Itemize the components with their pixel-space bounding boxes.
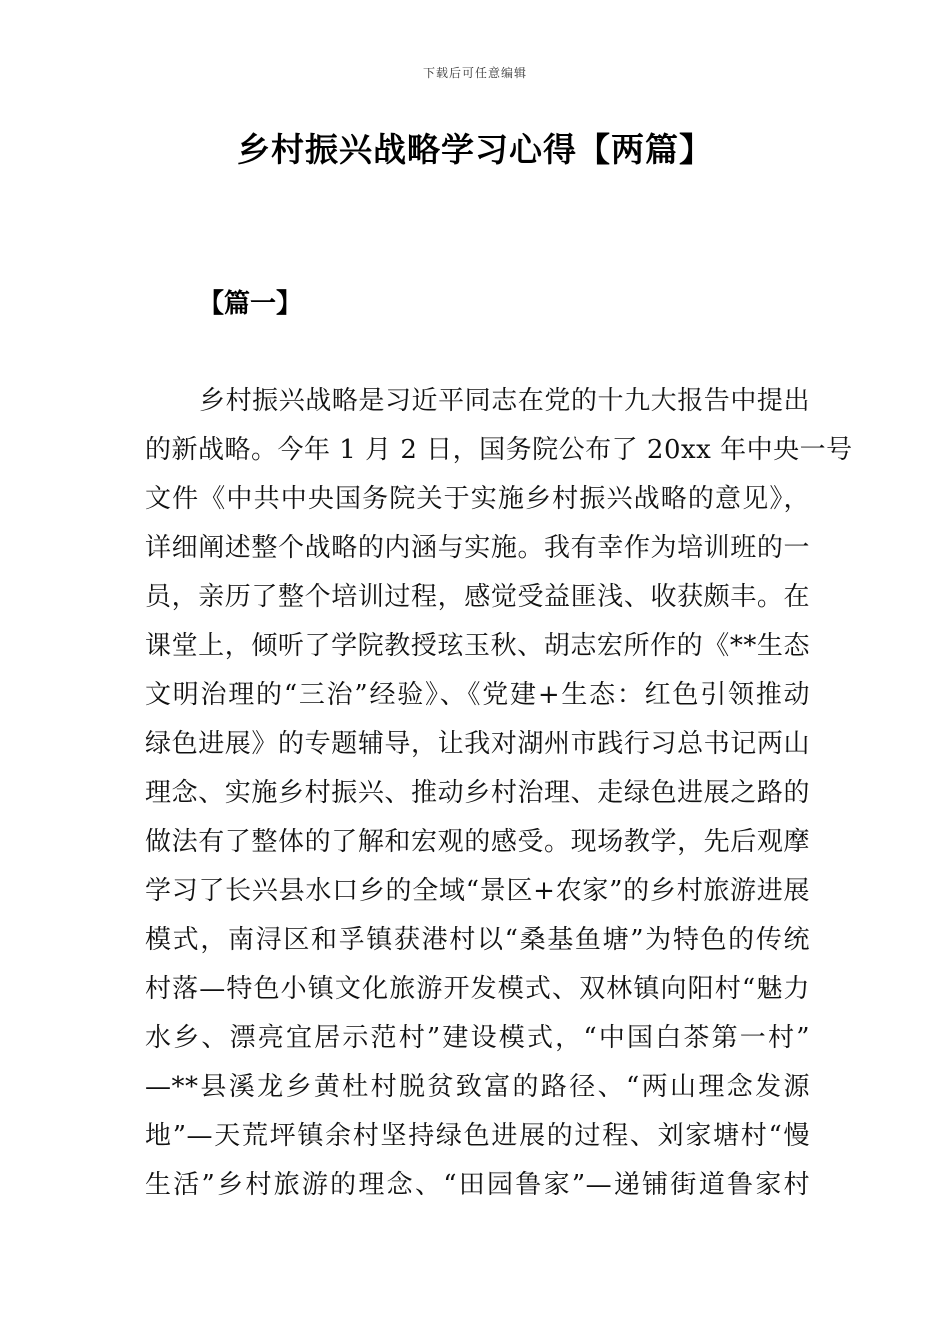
paragraph-line: 文件《中共中央国务院关于实施乡村振兴战略的意见》， xyxy=(145,484,810,514)
paragraph-line: 绿色进展》的专题辅导，让我对湖州市践行习总书记两山 xyxy=(145,729,810,759)
paragraph-line: 的新战略。今年 1 月 2 日，国务院公布了 20xx 年中央一号 xyxy=(145,435,853,465)
paragraph-line: 地”—天荒坪镇余村坚持绿色进展的过程、刘家塘村“慢 xyxy=(145,1121,810,1151)
paragraph-line: 理念、实施乡村振兴、推动乡村治理、走绿色进展之路的 xyxy=(145,778,810,808)
paragraph-line: 模式，南浔区和孚镇获港村以“桑基鱼塘”为特色的传统 xyxy=(145,925,810,955)
paragraph-line: 做法有了整体的了解和宏观的感受。现场教学，先后观摩 xyxy=(145,827,810,857)
paragraph-line: 学习了长兴县水口乡的全域“景区+农家”的乡村旅游进展 xyxy=(145,876,810,906)
paragraph-line: —**县溪龙乡黄杜村脱贫致富的路径、“两山理念发源 xyxy=(145,1072,810,1102)
paragraph-line: 员，亲历了整个培训过程，感觉受益匪浅、收获颇丰。在 xyxy=(145,582,810,612)
paragraph-line: 详细阐述整个战略的内涵与实施。我有幸作为培训班的一 xyxy=(145,533,810,563)
section-heading: 【篇一】 xyxy=(198,289,303,319)
paragraph-line: 乡村振兴战略是习近平同志在党的十九大报告中提出 xyxy=(199,386,810,416)
paragraph-line: 水乡、漂亮宜居示范村”建设模式，“中国白茶第一村” xyxy=(145,1023,810,1053)
paragraph-line: 生活”乡村旅游的理念、“田园鲁家”—递铺街道鲁家村 xyxy=(145,1170,810,1200)
body-paragraph xyxy=(145,377,853,1210)
paragraph-line: 村落—特色小镇文化旅游开发模式、双林镇向阳村“魅力 xyxy=(145,974,810,1004)
paragraph-line: 文明治理的“三治”经验》、《党建+生态：红色引领推动 xyxy=(145,680,810,710)
header-note: 下载后可任意编辑 xyxy=(422,66,527,80)
paragraph-line: 课堂上，倾听了学院教授玹玉秋、胡志宏所作的《**生态 xyxy=(145,631,810,661)
document-title: 乡村振兴战略学习心得【两篇】 xyxy=(237,130,713,169)
